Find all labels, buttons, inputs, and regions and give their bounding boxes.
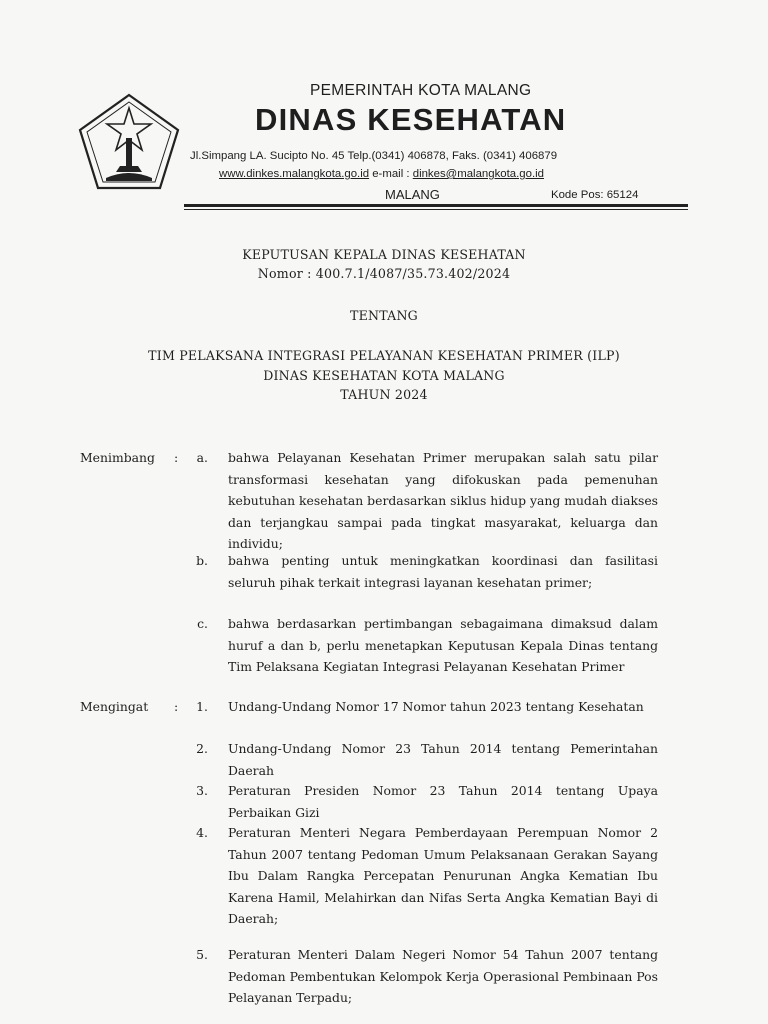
menimbang-mark-a: a. bbox=[196, 450, 208, 465]
mengingat-item-3: Peraturan Presiden Nomor 23 Tahun 2014 tentang Upaya Perbaikan Gizi bbox=[228, 783, 658, 820]
mengingat-mark-1: 1. bbox=[196, 699, 208, 714]
decree-title: KEPUTUSAN KEPALA DINAS KESEHATAN bbox=[242, 247, 526, 262]
postal-code: Kode Pos: 65124 bbox=[551, 189, 639, 201]
menimbang-colon: : bbox=[174, 450, 179, 465]
decree-number: Nomor : 400.7.1/4087/35.73.402/2024 bbox=[257, 266, 511, 281]
mengingat-mark-3: 3. bbox=[196, 783, 208, 798]
email-link[interactable]: dinkes@malangkota.go.id bbox=[412, 168, 544, 180]
letterhead-rule-thin bbox=[184, 209, 688, 210]
menimbang-item-c: bahwa berdasarkan pertimbangan sebagaimana dimaksud dalam huruf a dan b, perlu menetapkan Keputusan Kepala Dinas tentang Tim Pelaksana Kegiatan Integrasi Pelayanan Kesehatan Primer bbox=[228, 616, 658, 674]
subject-line-1: TIM PELAKSANA INTEGRASI PELAYANAN KESEHATAN PRIMER (ILP) bbox=[148, 348, 620, 363]
menimbang-label: Menimbang bbox=[80, 450, 155, 465]
menimbang-item-b: bahwa penting untuk meningkatkan koordinasi dan fasilitasi seluruh pihak terkait integrasi layanan kesehatan primer; bbox=[228, 553, 658, 590]
mengingat-mark-2: 2. bbox=[196, 741, 208, 756]
subject-line-3: TAHUN 2024 bbox=[340, 387, 428, 402]
department-name: DINAS KESEHATAN bbox=[255, 102, 567, 137]
menimbang-mark-b: b. bbox=[196, 553, 208, 568]
city-name: MALANG bbox=[385, 187, 440, 202]
subject-line-2: DINAS KESEHATAN KOTA MALANG bbox=[263, 368, 505, 383]
mengingat-colon: : bbox=[174, 699, 179, 714]
contact-line bbox=[219, 168, 544, 180]
website-link[interactable]: www.dinkes.malangkota.go.id bbox=[219, 168, 370, 180]
government-name: PEMERINTAH KOTA MALANG bbox=[310, 82, 532, 99]
mengingat-item-2: Undang-Undang Nomor 23 Tahun 2014 tentang Pemerintahan Daerah bbox=[228, 741, 658, 778]
email-label: e-mail : bbox=[369, 168, 413, 180]
mengingat-mark-5: 5. bbox=[196, 947, 208, 962]
mengingat-item-1: Undang-Undang Nomor 17 Nomor tahun 2023 tentang Kesehatan bbox=[228, 699, 644, 714]
letterhead-rule-thick bbox=[184, 204, 688, 207]
about-heading: TENTANG bbox=[350, 308, 418, 323]
mengingat-mark-4: 4. bbox=[196, 825, 208, 840]
menimbang-item-a: bahwa Pelayanan Kesehatan Primer merupakan salah satu pilar transformasi kesehatan yang difokuskan pada pemenuhan kebutuhan kesehatan berdasarkan siklus hidup yang mudah diakses dan terjangkau sampai pada tingkat masyarakat, keluarga dan individu; bbox=[228, 450, 659, 551]
mengingat-label: Mengingat bbox=[80, 699, 149, 714]
city-emblem-logo bbox=[76, 92, 182, 192]
mengingat-item-5: Peraturan Menteri Dalam Negeri Nomor 54 Tahun 2007 tentang Pedoman Pembentukan Kelompok Kerja Operasional Pembinaan Pos Pelayanan Terpadu; bbox=[228, 947, 658, 1005]
office-address: Jl.Simpang LA. Sucipto No. 45 Telp.(0341) 406878, Faks. (0341) 406879 bbox=[190, 150, 558, 162]
mengingat-item-4: Peraturan Menteri Negara Pemberdayaan Perempuan Nomor 2 Tahun 2007 tentang Pedoman Umum Pelaksanaan Gerakan Sayang Ibu Dalam Rangka Percepatan Penurunan Angka Kematian Ibu Karena Hamil, Melahirkan dan Nifas Serta Angka Kematian Bayi di Daerah; bbox=[228, 825, 658, 926]
menimbang-mark-c: c. bbox=[197, 616, 208, 631]
